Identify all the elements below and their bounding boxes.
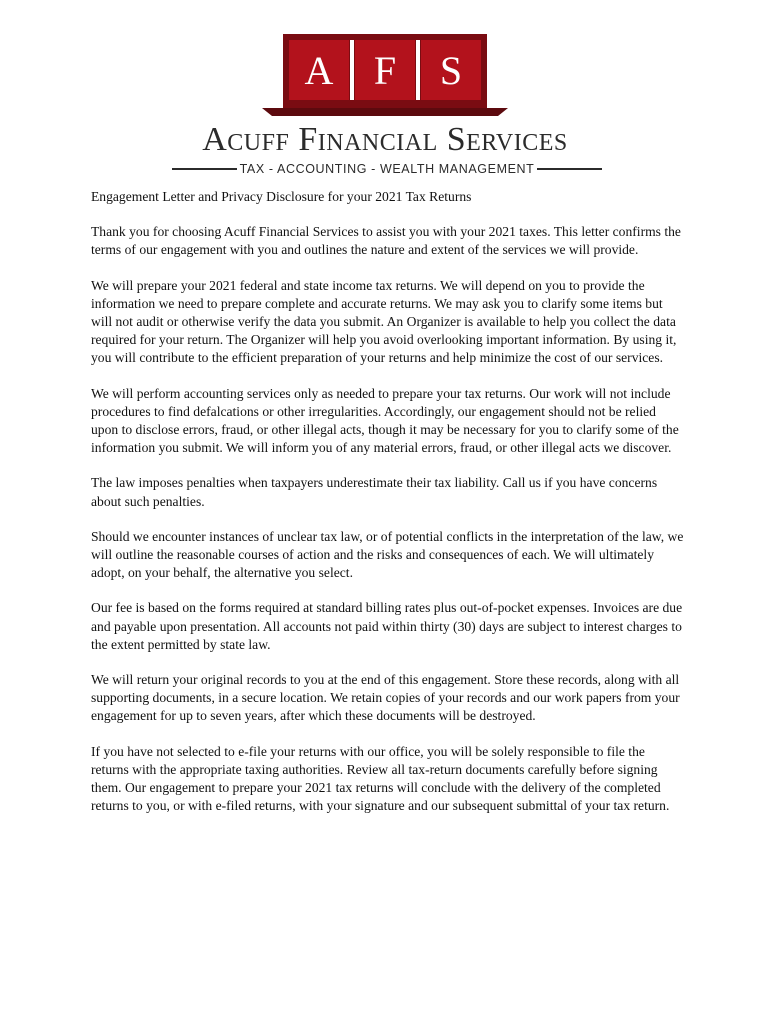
- tagline: TAX - ACCOUNTING - WEALTH MANAGEMENT: [239, 162, 535, 176]
- paragraph-records: We will return your original records to you at the end of this engagement. Store these records, along with all supporting documents, in a secure location. We retain copies of your records and our work papers from your engagement for up to seven years, after which these documents will be destroyed.: [91, 672, 680, 724]
- tagline-row: [172, 161, 602, 177]
- paragraph-intro: Thank you for choosing Acuff Financial Services to assist you with your 2021 taxes. This letter confirms the terms of our engagement with you and outlines the nature and extent of the services we will provide.: [91, 224, 681, 258]
- tagline-rule-right: [537, 168, 602, 170]
- afs-logo-emblem: [0, 30, 770, 120]
- paragraph-preparation: We will prepare your 2021 federal and state income tax returns. We will depend on you to provide the information we need to prepare complete and accurate returns. We may ask you to clarify some items but will not audit or otherwise verify the data you submit. An Organizer is available to help you collect the data required for your return. The Organizer will help you avoid overlooking important information. By using it, you will contribute to the efficient preparation of your returns and help minimize the cost of our services.: [91, 277, 677, 366]
- logo-letter-f: F: [373, 48, 397, 93]
- paragraph-penalties: The law imposes penalties when taxpayers underestimate their tax liability. Call us if you have concerns about such penalties.: [91, 475, 658, 509]
- paragraph-fees: Our fee is based on the forms required at standard billing rates plus out-of-pocket expenses. Invoices are due and payable upon presentation. All accounts not paid within thirty (30) days are subject to interest charges to the extent permitted by state law.: [91, 600, 683, 652]
- paragraph-e-file: If you have not selected to e-file your returns with our office, you will be solely responsible to file the returns with the appropriate taxing authorities. Review all tax-return documents carefully before signing them. Our engagement to prepare your 2021 tax returns will conclude with the delivery of the completed returns to you, or with e-filed returns, with your signature and our subsequent submittal of your tax return.: [91, 743, 670, 814]
- logo-letter-s: S: [439, 48, 463, 93]
- tagline-rule-left: [172, 168, 237, 170]
- logo-letter-a: A: [304, 48, 334, 93]
- afs-logo: [0, 30, 770, 180]
- letter-body: [91, 188, 686, 832]
- paragraph-accounting-services: We will perform accounting services only as needed to prepare your tax returns. Our work will not include procedures to find defalcations or other irregularities. Accordingly, our engagement should not be relied upon to disclose errors, fraud, or other illegal acts, though it may be necessary for you to clarify some of the information you submit. We will inform you of any material errors, fraud, or other illegal acts we discover.: [91, 385, 679, 456]
- paragraph-unclear-tax-law: Should we encounter instances of unclear tax law, or of potential conflicts in the interpretation of the law, we will outline the reasonable courses of action and the risks and consequences of each. We will ultimately adopt, on your behalf, the alternative you select.: [91, 528, 684, 581]
- document-title: Engagement Letter and Privacy Disclosure for your 2021 Tax Returns: [91, 189, 472, 204]
- company-name: Acuff Financial Services: [202, 121, 568, 158]
